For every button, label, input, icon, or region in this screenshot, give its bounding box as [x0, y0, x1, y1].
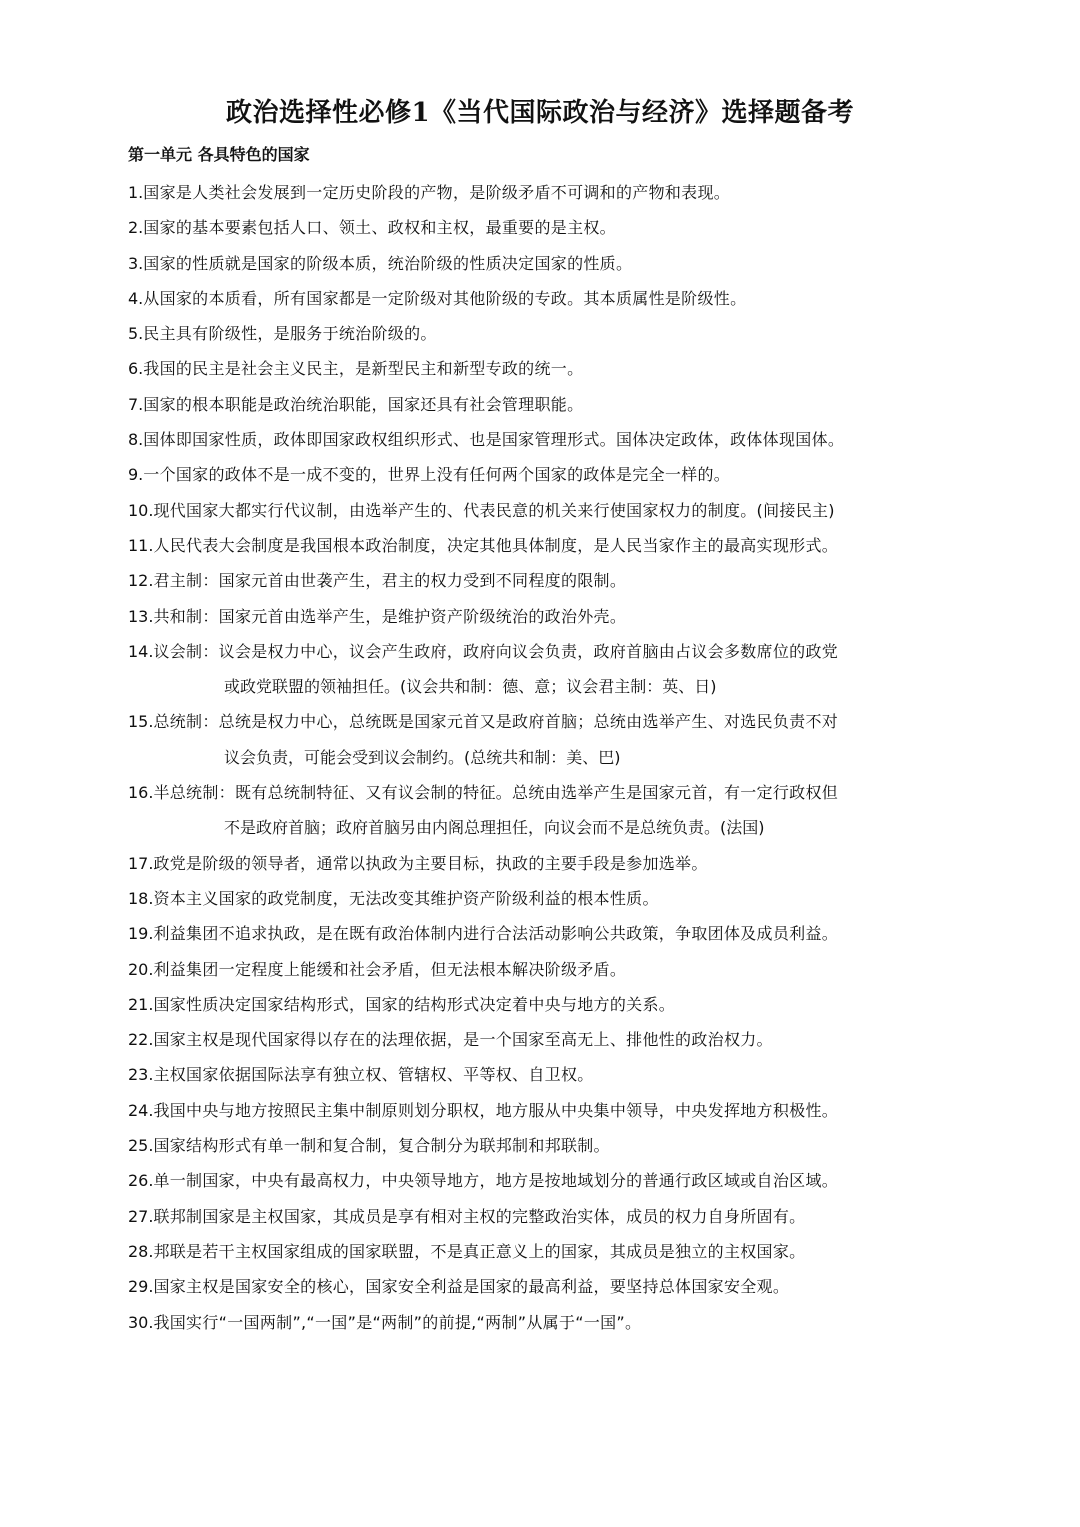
- item-text: 国家的基本要素包括人口、领土、政权和主权，最重要的是主权。: [143, 218, 616, 238]
- item-continuation: 议会负责，可能会受到议会制约。(总统共和制：美、巴): [224, 747, 621, 767]
- list-item: [128, 987, 970, 1022]
- item-number: 10.: [128, 500, 154, 520]
- item-text: 国家主权是国家安全的核心，国家安全利益是国家的最高利益，要坚持总体国家安全观。: [153, 1277, 790, 1297]
- item-text: 我国的民主是社会主义民主，是新型民主和新型专政的统一。: [143, 359, 584, 379]
- item-text: 民主具有阶级性，是服务于统治阶级的。: [143, 324, 437, 344]
- list-item: [128, 1057, 970, 1092]
- item-number: 22.: [128, 1030, 154, 1050]
- list-item: [128, 704, 970, 775]
- item-text: 国家结构形式有单一制和复合制，复合制分为联邦制和邦联制。: [153, 1136, 610, 1156]
- item-number: 19.: [128, 924, 154, 944]
- list-item: [128, 457, 970, 492]
- item-number: 26.: [128, 1171, 154, 1191]
- item-text: 国家性质决定国家结构形式，国家的结构形式决定着中央与地方的关系。: [153, 994, 676, 1014]
- item-number: 2.: [128, 218, 144, 238]
- item-text: 我国中央与地方按照民主集中制原则划分职权，地方服从中央集中领导，中央发挥地方积极性。: [153, 1100, 839, 1120]
- item-number: 27.: [128, 1206, 154, 1226]
- item-text: 共和制：国家元首由选举产生，是维护资产阶级统治的政治外壳。: [153, 606, 627, 626]
- item-number: 16.: [128, 783, 154, 803]
- document-title: 政治选择性必修1《当代国际政治与经济》选择题备考: [225, 98, 855, 128]
- list-item: [128, 210, 970, 245]
- item-number: 17.: [128, 853, 154, 873]
- item-text: 单一制国家，中央有最高权力，中央领导地方，地方是按地域划分的普通行政区域或自治区域。: [153, 1171, 839, 1191]
- item-list: [128, 175, 970, 1340]
- list-item: [128, 1163, 970, 1198]
- item-text: 总统制：总统是权力中心，总统既是国家元首又是政府首脑；总统由选举产生、对选民负责不对: [153, 712, 839, 732]
- item-text: 半总统制：既有总统制特征、又有议会制的特征。总统由选举产生是国家元首，有一定行政权但: [153, 783, 839, 803]
- item-text: 议会制：议会是权力中心，议会产生政府，政府向议会负责，政府首脑由占议会多数席位的政党: [153, 641, 839, 661]
- item-number: 28.: [128, 1241, 154, 1261]
- list-item: [128, 599, 970, 634]
- list-item: [128, 775, 970, 846]
- list-item: [128, 175, 970, 210]
- item-continuation: 不是政府首脑；政府首脑另由内阁总理担任，向议会而不是总统负责。(法国): [224, 818, 765, 838]
- list-item: [128, 387, 970, 422]
- item-text: 国家的性质就是国家的阶级本质，统治阶级的性质决定国家的性质。: [143, 253, 633, 273]
- list-item: [128, 1128, 970, 1163]
- item-number: 13.: [128, 606, 154, 626]
- item-text: 我国实行“一国两制”,“一国”是“两制”的前提,“两制”从属于“一国”。: [153, 1312, 642, 1332]
- item-number: 1.: [128, 183, 144, 202]
- item-text: 国家主权是现代国家得以存在的法理依据，是一个国家至高无上、排他性的政治权力。: [153, 1030, 773, 1050]
- list-item: [128, 422, 970, 457]
- item-number: 8.: [128, 430, 144, 450]
- item-number: 12.: [128, 571, 154, 591]
- item-number: 5.: [128, 324, 144, 344]
- list-item: [128, 351, 970, 386]
- list-item: [128, 952, 970, 987]
- item-number: 14.: [128, 641, 154, 661]
- item-number: 11.: [128, 535, 154, 555]
- item-number: 20.: [128, 959, 154, 979]
- item-continuation: 或政党联盟的领袖担任。(议会共和制：德、意；议会君主制：英、日): [224, 677, 717, 697]
- item-text: 一个国家的政体不是一成不变的，世界上没有任何两个国家的政体是完全一样的。: [143, 465, 731, 485]
- item-text: 君主制：国家元首由世袭产生，君主的权力受到不同程度的限制。: [153, 571, 627, 591]
- item-number: 3.: [128, 253, 144, 273]
- list-item: [128, 1269, 970, 1304]
- item-number: 29.: [128, 1277, 154, 1297]
- item-number: 9.: [128, 465, 144, 485]
- list-item: [128, 1234, 970, 1269]
- list-item: [128, 563, 970, 598]
- item-text: 国体即国家性质，政体即国家政权组织形式、也是国家管理形式。国体决定政体，政体体现国体。: [143, 430, 845, 450]
- item-number: 7.: [128, 394, 144, 414]
- list-item: [128, 634, 970, 705]
- item-text: 国家的根本职能是政治统治职能，国家还具有社会管理职能。: [143, 394, 584, 414]
- list-item: [128, 493, 970, 528]
- list-item: [128, 281, 970, 316]
- item-number: 30.: [128, 1312, 154, 1332]
- item-text: 利益集团不追求执政，是在既有政治体制内进行合法活动影响公共政策，争取团体及成员利益。: [153, 924, 839, 944]
- item-number: 23.: [128, 1065, 154, 1085]
- list-item: [128, 1305, 970, 1340]
- list-item: [128, 881, 970, 916]
- item-text: 从国家的本质看，所有国家都是一定阶级对其他阶级的专政。其本质属性是阶级性。: [143, 288, 747, 308]
- item-number: 15.: [128, 712, 154, 732]
- section-title: 第一单元 各具特色的国家: [128, 145, 310, 164]
- list-item: [128, 846, 970, 881]
- item-text: 利益集团一定程度上能缓和社会矛盾，但无法根本解决阶级矛盾。: [153, 959, 627, 979]
- item-text: 主权国家依据国际法享有独立权、管辖权、平等权、自卫权。: [153, 1065, 594, 1085]
- item-text: 联邦制国家是主权国家，其成员是享有相对主权的完整政治实体，成员的权力自身所固有。: [153, 1206, 806, 1226]
- list-item: [128, 316, 970, 351]
- item-number: 4.: [128, 288, 144, 308]
- item-text: 现代国家大都实行代议制，由选举产生的、代表民意的机关来行使国家权力的制度。(间接民主): [153, 500, 835, 520]
- list-item: [128, 1199, 970, 1234]
- list-item: [128, 528, 970, 563]
- list-item: [128, 1022, 970, 1057]
- item-number: 18.: [128, 888, 154, 908]
- item-text: 资本主义国家的政党制度，无法改变其维护资产阶级利益的根本性质。: [153, 888, 659, 908]
- item-number: 6.: [128, 359, 144, 379]
- item-text: 人民代表大会制度是我国根本政治制度，决定其他具体制度，是人民当家作主的最高实现形式。: [153, 535, 839, 555]
- item-number: 21.: [128, 994, 154, 1014]
- item-number: 25.: [128, 1136, 154, 1156]
- item-number: 24.: [128, 1100, 154, 1120]
- list-item: [128, 1093, 970, 1128]
- list-item: [128, 916, 970, 951]
- list-item: [128, 246, 970, 281]
- item-text: 国家是人类社会发展到一定历史阶段的产物，是阶级矛盾不可调和的产物和表现。: [143, 183, 731, 202]
- item-text: 邦联是若干主权国家组成的国家联盟，不是真正意义上的国家，其成员是独立的主权国家。: [153, 1241, 806, 1261]
- item-text: 政党是阶级的领导者，通常以执政为主要目标，执政的主要手段是参加选举。: [153, 853, 708, 873]
